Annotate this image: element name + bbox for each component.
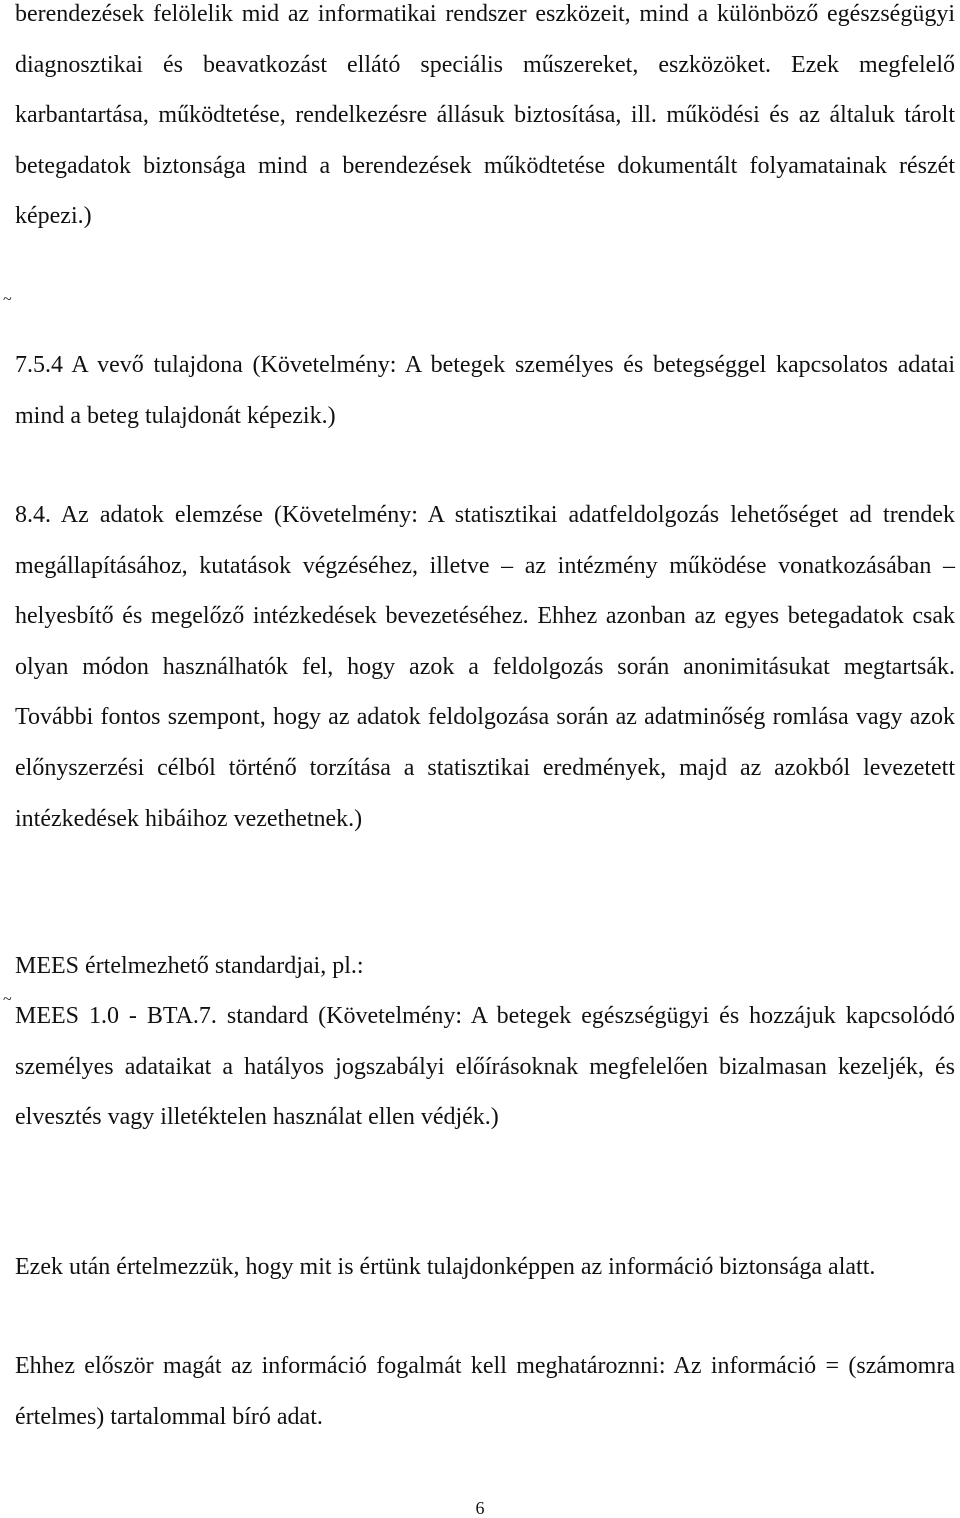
paragraph-section-8-4: 8.4. Az adatok elemzése (Követelmény: A statisztikai adatfeldolgozás lehetőséget ad trendek megállapításához, kutatások végzéséhez, illetve – az intézmény működése vonatkozásában – helyesbítő és megelőző intézkedések bevezetéséhez. Ehhez azonban az egyes betegadatok csak olyan módon használhatók fel, hogy azok a feldolgozás során anonimitásukat megtartsák. További fontos szempont, hogy az adatok feldolgozása során az adatminőség romlása vagy azok előnyszerzési célból történő torzítása a statisztikai eredmények, majd az azokból levezetett intézkedések hibáihoz vezethetnek.) [15,502,955,832]
paragraph-information-definition: Ehhez először magát az információ fogalmát kell meghatároznni: Az információ = (számomra értelmes) tartalommal bíró adat. [15,1353,955,1430]
paragraph-section-7-5-4: 7.5.4 A vevő tulajdona (Követelmény: A betegek személyes és betegséggel kapcsolatos adatai mind a beteg tulajdonát képezik.) [15,352,955,429]
bullet-mark-1: ~ [3,291,12,308]
bullet-mark-2: ~ [3,991,12,1008]
paragraph-information-security: Ezek után értelmezzük, hogy mit is értünk tulajdonképpen az információ biztonsága alatt. [15,1254,876,1280]
paragraph-equipment: berendezések felölelik mid az informatikai rendszer eszközeit, mind a különböző egészségügyi diagnosztikai és beavatkozást ellátó speciális műszereket, eszközöket. Ezek megfelelő karbantartása, működtetése, rendelkezésre állásuk biztosítása, ill. működési és az általuk tárolt betegadatok biztonsága mind a berendezések működtetése dokumentált folyamatainak részét képezi.) [15,1,955,230]
mees-heading: MEES értelmezhető standardjai, pl.: [15,953,364,979]
paragraph-mees-standard: MEES 1.0 - BTA.7. standard (Követelmény: A betegek egészségügyi és hozzájuk kapcsolódó személyes adataikat a hatályos jogszabályi előírásoknak megfelelően bizalmasan kezeljék, és elvesztés vagy illetéktelen használat ellen védjék.) [15,1003,955,1131]
page-number: 6 [475,1498,485,1518]
